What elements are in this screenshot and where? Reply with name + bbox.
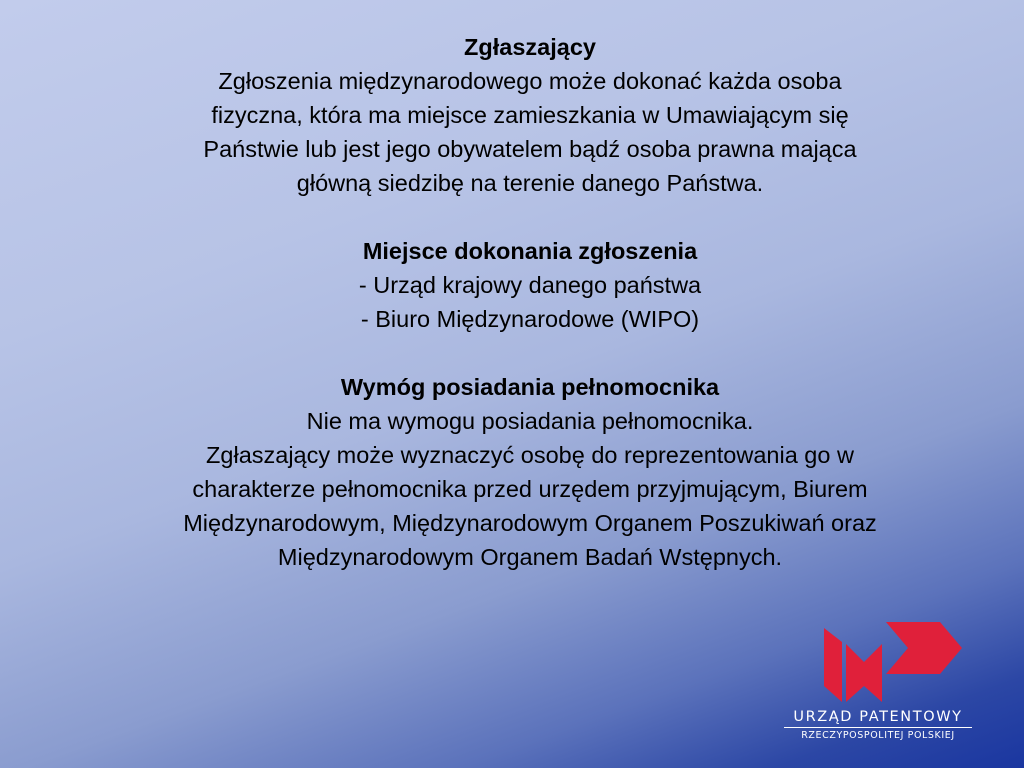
list-item: - Biuro Międzynarodowe (WIPO) <box>360 306 700 332</box>
paragraph-line: Zgłaszający może wyznaczyć osobę do reprezentowania go w <box>206 442 854 468</box>
section-attorney <box>60 370 1000 574</box>
section-heading-applicant: Zgłaszający <box>464 34 596 60</box>
slide-content <box>60 30 1000 608</box>
logo-divider <box>784 727 972 728</box>
section-heading-place: Miejsce dokonania zgłoszenia <box>362 238 698 264</box>
paragraph-line: Międzynarodowym Organem Badań Wstępnych. <box>277 544 783 570</box>
paragraph-line: główną siedzibę na terenie danego Państwa. <box>296 170 764 196</box>
paragraph-line: Zgłoszenia międzynarodowego może dokonać każda osoba <box>218 68 842 94</box>
paragraph-line: Nie ma wymogu posiadania pełnomocnika. <box>306 408 754 434</box>
paragraph-line: charakterze pełnomocnika przed urzędem przyjmującym, Biurem <box>192 476 868 502</box>
patent-office-logo <box>782 620 978 750</box>
patent-office-logo-mark <box>822 620 962 702</box>
paragraph-line: fizyczna, która ma miejsce zamieszkania w Umawiającym się <box>211 102 849 128</box>
section-heading-attorney: Wymóg posiadania pełnomocnika <box>340 374 720 400</box>
logo-mark-center <box>846 644 882 702</box>
section-applicant <box>60 30 1000 200</box>
section-place <box>60 234 1000 336</box>
list-item: - Urząd krajowy danego państwa <box>358 272 702 298</box>
paragraph-line: Państwie lub jest jego obywatelem bądź osoba prawna mająca <box>203 136 857 162</box>
paragraph-line: Międzynarodowym, Międzynarodowym Organem Poszukiwań oraz <box>183 510 877 536</box>
logo-title: URZĄD PATENTOWY <box>793 709 963 725</box>
logo-subtitle: RZECZYPOSPOLITEJ POLSKIEJ <box>801 730 955 741</box>
logo-mark-left-wing <box>824 628 842 702</box>
